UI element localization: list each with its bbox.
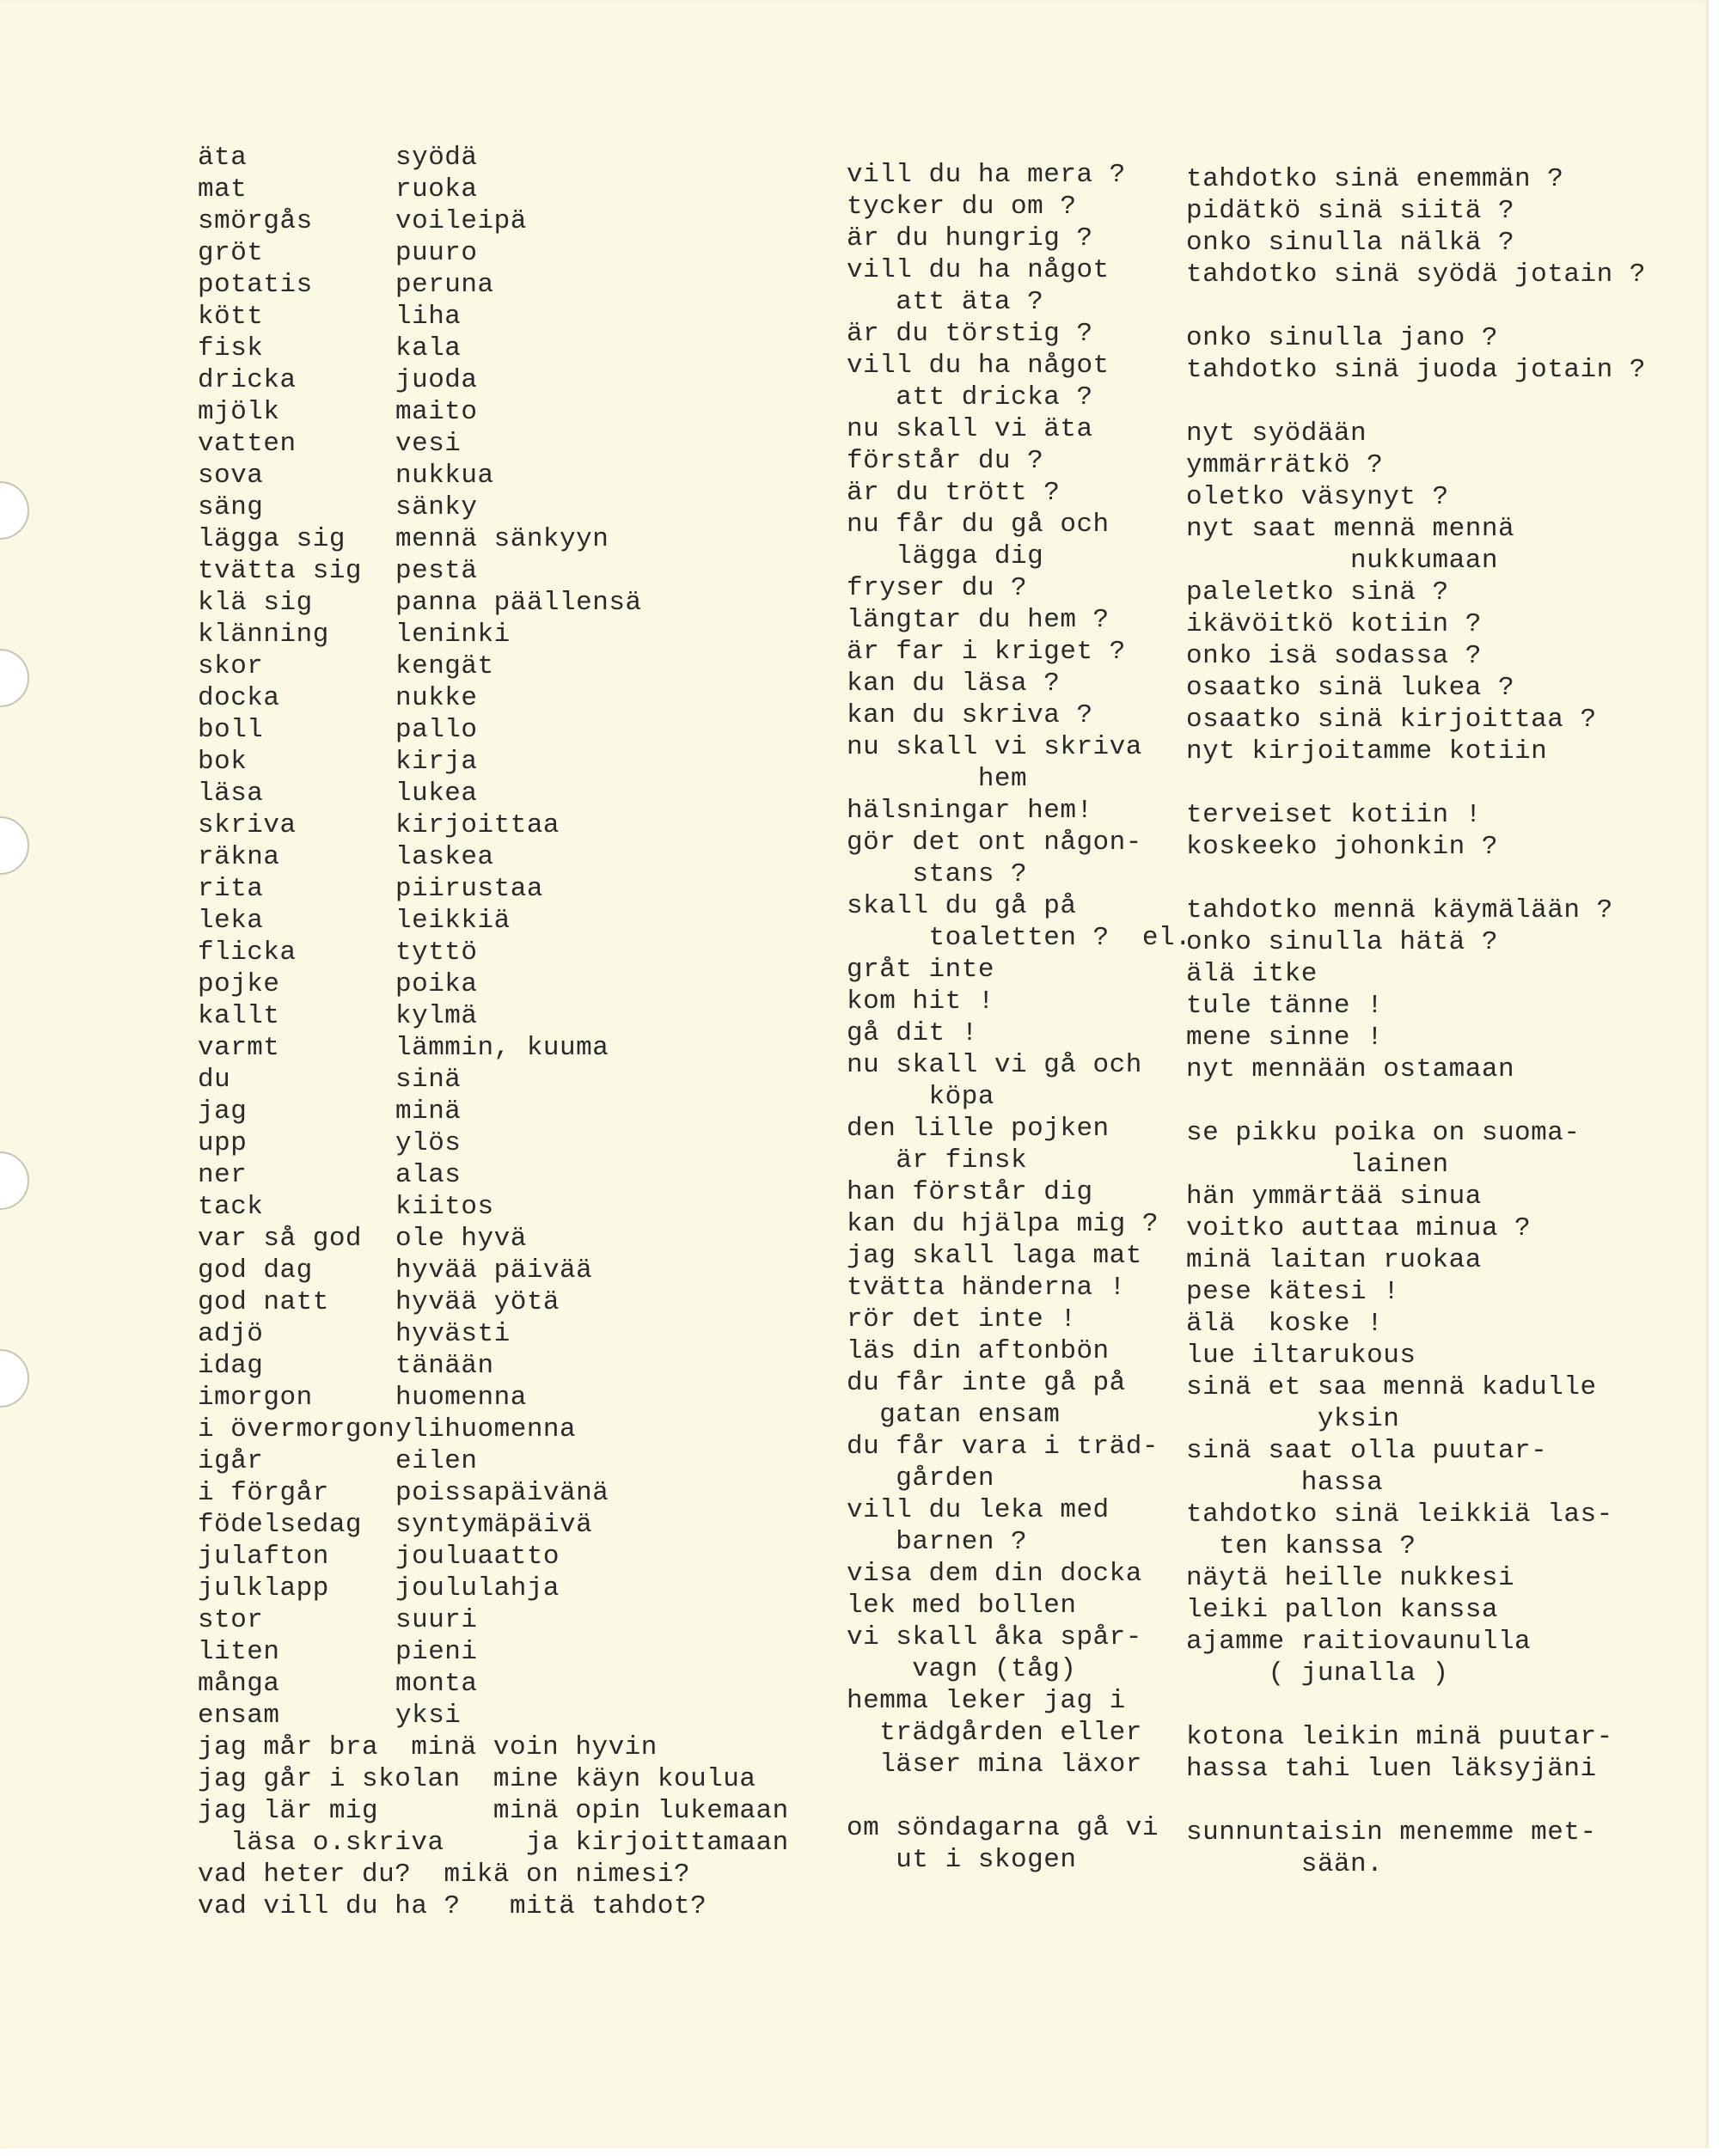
finnish-word: jouluaatto: [395, 1542, 560, 1572]
swedish-word: ensam: [198, 1701, 280, 1731]
swedish-phrase: förstår du ?: [847, 446, 1044, 476]
finnish-phrase: tahdotko sinä juoda jotain ?: [1186, 355, 1646, 385]
swedish-phrase: nu skall vi gå och: [847, 1050, 1142, 1080]
finnish-word: juoda: [395, 365, 478, 395]
swedish-word: rita: [198, 874, 264, 904]
finnish-phrase: kotona leikin minä puutar-: [1186, 1722, 1613, 1752]
swedish-phrase: nu skall vi äta: [847, 414, 1093, 444]
finnish-word: nukkua: [395, 461, 494, 491]
finnish-word: hyvää yötä: [395, 1287, 560, 1317]
swedish-phrase: kan du skriva ?: [847, 700, 1093, 730]
swedish-word: flicka: [198, 938, 297, 968]
swedish-word: dricka: [198, 365, 297, 395]
finnish-word: huomenna: [395, 1383, 527, 1413]
swedish-word: klänning: [198, 620, 329, 650]
finnish-word: peruna: [395, 270, 494, 300]
swedish-word: du: [198, 1065, 231, 1095]
finnish-phrase: pidätkö sinä siitä ?: [1186, 196, 1515, 226]
swedish-phrase: gården: [847, 1463, 994, 1493]
finnish-word: yksi: [395, 1701, 462, 1731]
swedish-phrase: lek med bollen: [847, 1591, 1077, 1621]
swedish-phrase: jag skall laga mat: [847, 1241, 1142, 1271]
finnish-word: kirjoittaa: [395, 810, 560, 840]
finnish-word: tänään: [395, 1351, 494, 1381]
swedish-word: imorgon: [198, 1383, 313, 1413]
finnish-phrase: nyt kirjoitamme kotiin: [1186, 736, 1548, 767]
swedish-phrase: ut i skogen: [847, 1845, 1077, 1875]
swedish-word: tvätta sig: [198, 556, 363, 586]
finnish-phrase: ten kanssa ?: [1186, 1531, 1416, 1561]
swedish-word: skor: [198, 651, 264, 681]
finnish-phrase: sunnuntaisin menemme met-: [1186, 1817, 1597, 1848]
swedish-phrase: den lille pojken: [847, 1114, 1110, 1144]
finnish-phrase: lue iltarukous: [1186, 1341, 1416, 1371]
swedish-phrase: fryser du ?: [847, 573, 1028, 603]
punch-hole: [0, 1349, 29, 1408]
finnish-phrase-column: [1186, 163, 1646, 1880]
punch-hole: [0, 649, 29, 707]
swedish-phrase: vill du ha mera ?: [847, 160, 1126, 190]
finnish-phrase: [1186, 1785, 1646, 1817]
swedish-phrase: vill du ha något: [847, 351, 1110, 381]
finnish-phrase: nyt syödään: [1186, 418, 1367, 449]
finnish-phrase: onko isä sodassa ?: [1186, 641, 1482, 671]
swedish-phrase: toaletten ? el.: [847, 923, 1192, 953]
swedish-phrase: kan du hjälpa mig ?: [847, 1209, 1159, 1239]
swedish-phrase: visa dem din docka: [847, 1559, 1142, 1589]
swedish-word: smörgås: [198, 206, 313, 236]
swedish-word: vatten: [198, 429, 297, 459]
swedish-phrase: vill du ha något: [847, 255, 1110, 285]
finnish-word: kirja: [395, 747, 478, 777]
punch-hole: [0, 481, 29, 540]
phrase-line: vad heter du? mikä on nimesi?: [198, 1860, 691, 1890]
swedish-phrase: vagn (tåg): [847, 1654, 1077, 1684]
swedish-phrase: [847, 1780, 1191, 1812]
finnish-word: ole hyvä: [395, 1224, 527, 1254]
finnish-word: lämmin, kuuma: [395, 1033, 609, 1063]
finnish-phrase: nyt saat mennä mennä: [1186, 514, 1515, 544]
finnish-word: eilen: [395, 1446, 478, 1476]
swedish-phrase: nu får du gå och: [847, 510, 1110, 540]
finnish-phrase: paleletko sinä ?: [1186, 577, 1449, 608]
finnish-word: leikkiä: [395, 906, 511, 936]
finnish-word: monta: [395, 1669, 478, 1699]
swedish-phrase: läser mina läxor: [847, 1750, 1142, 1780]
swedish-phrase: gatan ensam: [847, 1400, 1061, 1430]
swedish-word: i övermorgon: [198, 1414, 395, 1444]
finnish-phrase: sinä et saa mennä kadulle: [1186, 1372, 1597, 1402]
swedish-word: mjölk: [198, 397, 280, 427]
finnish-word: laskea: [395, 842, 494, 872]
finnish-phrase: [1186, 290, 1646, 322]
swedish-word: klä sig: [198, 588, 313, 618]
finnish-word: lukea: [395, 779, 478, 809]
swedish-word: ner: [198, 1160, 248, 1190]
swedish-word: lägga sig: [198, 524, 346, 554]
swedish-word: kallt: [198, 1001, 280, 1031]
finnish-word: poika: [395, 969, 478, 999]
swedish-phrase: är far i kriget ?: [847, 637, 1126, 667]
finnish-phrase: tule tänne !: [1186, 991, 1384, 1021]
swedish-word: varmt: [198, 1033, 280, 1063]
finnish-phrase: [1186, 767, 1646, 799]
swedish-phrase: vill du leka med: [847, 1495, 1110, 1525]
finnish-word: syntymäpäivä: [395, 1510, 593, 1540]
finnish-word: hyvästi: [395, 1319, 511, 1349]
swedish-word: gröt: [198, 238, 264, 268]
swedish-word: god natt: [198, 1287, 329, 1317]
swedish-word: boll: [198, 715, 264, 745]
swedish-phrase: är du hungrig ?: [847, 223, 1093, 253]
swedish-word: många: [198, 1669, 280, 1699]
swedish-word: docka: [198, 683, 280, 713]
finnish-phrase: voitko auttaa minua ?: [1186, 1213, 1532, 1243]
swedish-phrase: hem: [847, 764, 1028, 794]
swedish-word: jag: [198, 1096, 248, 1127]
finnish-phrase: nyt mennään ostamaan: [1186, 1054, 1515, 1084]
swedish-word: adjö: [198, 1319, 264, 1349]
finnish-phrase: [1186, 1689, 1646, 1721]
phrase-line: jag går i skolan mine käyn koulua: [198, 1764, 756, 1794]
finnish-phrase: tahdotko sinä enemmän ?: [1186, 164, 1564, 194]
finnish-word: panna päällensä: [395, 588, 642, 618]
swedish-phrase: trädgården eller: [847, 1718, 1142, 1748]
finnish-phrase: koskeeko johonkin ?: [1186, 832, 1498, 862]
swedish-phrase: lägga dig: [847, 541, 1044, 571]
finnish-word: mennä sänkyyn: [395, 524, 609, 554]
swedish-word: äta: [198, 143, 248, 173]
finnish-word: puuro: [395, 238, 478, 268]
finnish-word: alas: [395, 1160, 462, 1190]
swedish-word: läsa: [198, 779, 264, 809]
finnish-phrase: ikävöitkö kotiin ?: [1186, 609, 1482, 639]
swedish-phrase: hälsningar hem!: [847, 796, 1093, 826]
finnish-phrase: sään.: [1186, 1849, 1384, 1879]
finnish-phrase: ( junalla ): [1186, 1658, 1449, 1689]
finnish-phrase: minä laitan ruokaa: [1186, 1245, 1482, 1275]
swedish-word: potatis: [198, 270, 313, 300]
finnish-word: piirustaa: [395, 874, 543, 904]
swedish-phrase: är du törstig ?: [847, 319, 1093, 349]
finnish-word: leninki: [395, 620, 511, 650]
finnish-word: kiitos: [395, 1192, 494, 1222]
phrase-line: vad vill du ha ? mitä tahdot?: [198, 1891, 707, 1921]
swedish-phrase: han förstår dig: [847, 1177, 1093, 1207]
swedish-word: julklapp: [198, 1573, 329, 1603]
finnish-phrase: yksin: [1186, 1404, 1400, 1434]
swedish-word: leka: [198, 906, 264, 936]
swedish-phrase: gråt inte: [847, 955, 994, 985]
swedish-phrase: att dricka ?: [847, 382, 1093, 412]
finnish-word: maito: [395, 397, 478, 427]
swedish-word: i förgår: [198, 1478, 329, 1508]
finnish-word-column: [395, 142, 642, 1732]
swedish-phrase: rör det inte !: [847, 1304, 1077, 1335]
finnish-word: joululahja: [395, 1573, 560, 1603]
swedish-phrase: köpa: [847, 1082, 994, 1112]
finnish-phrase: pese kätesi !: [1186, 1277, 1400, 1307]
finnish-word: kengät: [395, 651, 494, 681]
swedish-word: mat: [198, 174, 248, 205]
swedish-word-column: [198, 142, 395, 1732]
swedish-phrase: längtar du hem ?: [847, 605, 1110, 635]
phrase-line: läsa o.skriva ja kirjoittamaan: [198, 1828, 789, 1858]
finnish-word: kala: [395, 333, 462, 363]
swedish-word: kött: [198, 302, 264, 332]
finnish-phrase: [1186, 1085, 1646, 1117]
phrase-line: jag mår bra minä voin hyvin: [198, 1732, 658, 1762]
swedish-phrase: läs din aftonbön: [847, 1336, 1110, 1366]
swedish-word: födelsedag: [198, 1510, 363, 1540]
swedish-phrase: gör det ont någon-: [847, 828, 1142, 858]
finnish-phrase: nukkumaan: [1186, 546, 1498, 576]
swedish-phrase: kom hit !: [847, 986, 994, 1017]
finnish-phrase: onko sinulla jano ?: [1186, 323, 1498, 353]
finnish-phrase: hassa: [1186, 1468, 1384, 1498]
finnish-phrase: sinä saat olla puutar-: [1186, 1436, 1548, 1466]
finnish-word: suuri: [395, 1605, 478, 1635]
swedish-phrase: skall du gå på: [847, 891, 1077, 921]
finnish-phrase: näytä heille nukkesi: [1186, 1563, 1515, 1593]
swedish-word: skriva: [198, 810, 297, 840]
swedish-word: var så god: [198, 1224, 363, 1254]
finnish-phrase: oletko väsynyt ?: [1186, 482, 1449, 512]
finnish-phrase: osaatko sinä kirjoittaa ?: [1186, 705, 1597, 735]
finnish-word: hyvää päivää: [395, 1255, 593, 1286]
finnish-phrase: hassa tahi luen läksyjäni: [1186, 1754, 1597, 1784]
punch-hole: [0, 1151, 29, 1210]
finnish-phrase: leiki pallon kanssa: [1186, 1595, 1498, 1625]
finnish-word: liha: [395, 302, 462, 332]
swedish-word: upp: [198, 1128, 248, 1158]
swedish-word: tack: [198, 1192, 264, 1222]
finnish-word: minä: [395, 1096, 462, 1127]
swedish-phrase: gå dit !: [847, 1018, 978, 1048]
finnish-word: ylös: [395, 1128, 462, 1158]
finnish-phrase: mene sinne !: [1186, 1023, 1384, 1053]
finnish-phrase: onko sinulla hätä ?: [1186, 927, 1498, 957]
swedish-word: säng: [198, 492, 264, 522]
finnish-word: sinä: [395, 1065, 462, 1095]
finnish-phrase: älä koske !: [1186, 1309, 1384, 1339]
swedish-phrase: är du trött ?: [847, 478, 1061, 508]
finnish-word: nukke: [395, 683, 478, 713]
finnish-word: ruoka: [395, 174, 478, 205]
finnish-word: pallo: [395, 715, 478, 745]
finnish-phrase: se pikku poika on suoma-: [1186, 1118, 1581, 1148]
finnish-phrase: [1186, 386, 1646, 418]
finnish-word: pestä: [395, 556, 478, 586]
swedish-phrase: tycker du om ?: [847, 192, 1077, 222]
finnish-phrase: hän ymmärtää sinua: [1186, 1182, 1482, 1212]
finnish-phrase: ajamme raitiovaunulla: [1186, 1627, 1532, 1657]
finnish-phrase: [1186, 863, 1646, 895]
swedish-word: julafton: [198, 1542, 329, 1572]
finnish-phrase: onko sinulla nälkä ?: [1186, 228, 1515, 258]
finnish-phrase: tahdotko mennä käymälään ?: [1186, 895, 1613, 925]
swedish-phrase-column: [847, 159, 1191, 1876]
swedish-word: idag: [198, 1351, 264, 1381]
swedish-phrase: du får vara i träd-: [847, 1432, 1159, 1462]
swedish-word: räkna: [198, 842, 280, 872]
swedish-phrase: nu skall vi skriva: [847, 732, 1142, 762]
finnish-phrase: tahdotko sinä leikkiä las-: [1186, 1499, 1613, 1530]
swedish-word: igår: [198, 1446, 264, 1476]
swedish-phrase: att äta ?: [847, 287, 1044, 317]
finnish-word: tyttö: [395, 938, 478, 968]
finnish-word: pieni: [395, 1637, 478, 1667]
bottom-phrase-list: [198, 1732, 789, 1922]
swedish-word: liten: [198, 1637, 280, 1667]
swedish-phrase: är finsk: [847, 1145, 1028, 1176]
swedish-phrase: hemma leker jag i: [847, 1686, 1126, 1716]
finnish-word: syödä: [395, 143, 478, 173]
finnish-phrase: osaatko sinä lukea ?: [1186, 673, 1515, 703]
phrase-line: jag lär mig minä opin lukemaan: [198, 1796, 789, 1826]
swedish-word: bok: [198, 747, 248, 777]
swedish-phrase: stans ?: [847, 859, 1028, 889]
finnish-word: kylmä: [395, 1001, 478, 1031]
swedish-word: fisk: [198, 333, 264, 363]
finnish-phrase: tahdotko sinä syödä jotain ?: [1186, 260, 1646, 290]
finnish-word: voileipä: [395, 206, 527, 236]
swedish-word: stor: [198, 1605, 264, 1635]
swedish-phrase: tvätta händerna !: [847, 1273, 1126, 1303]
swedish-word: sova: [198, 461, 264, 491]
finnish-word: poissapäivänä: [395, 1478, 609, 1508]
finnish-phrase: älä itke: [1186, 959, 1318, 989]
swedish-phrase: barnen ?: [847, 1527, 1028, 1557]
swedish-phrase: kan du läsa ?: [847, 669, 1061, 699]
finnish-word: sänky: [395, 492, 478, 522]
swedish-phrase: du får inte gå på: [847, 1368, 1126, 1398]
punch-hole: [0, 816, 29, 875]
finnish-phrase: ymmärrätkö ?: [1186, 450, 1384, 480]
finnish-word: vesi: [395, 429, 462, 459]
swedish-phrase: om söndagarna gå vi: [847, 1813, 1159, 1843]
swedish-phrase: vi skall åka spår-: [847, 1622, 1142, 1652]
swedish-word: god dag: [198, 1255, 313, 1286]
finnish-word: ylihuomenna: [395, 1414, 577, 1444]
swedish-word: pojke: [198, 969, 280, 999]
finnish-phrase: lainen: [1186, 1150, 1449, 1180]
finnish-phrase: terveiset kotiin !: [1186, 800, 1482, 830]
